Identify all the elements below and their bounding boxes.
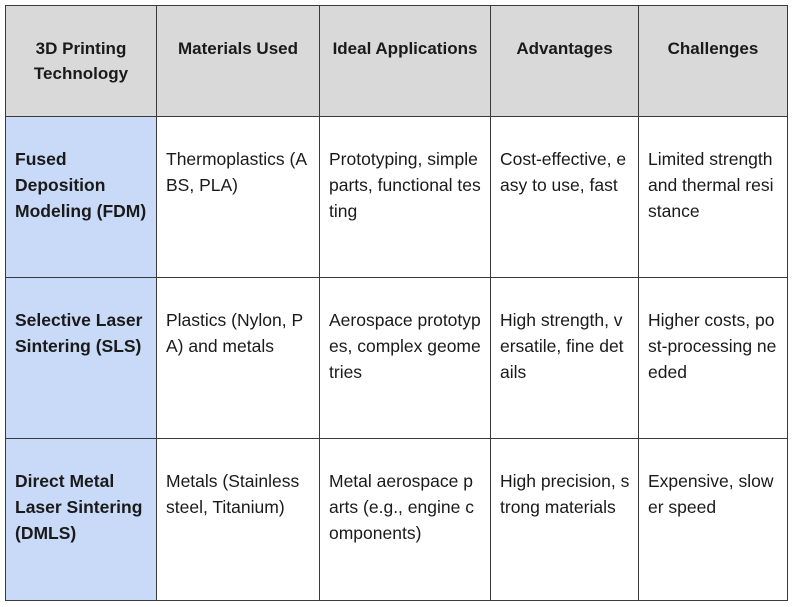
header-advantages: [491, 6, 639, 117]
header-applications: [320, 6, 491, 117]
advantages-cell: High strength, versatile, fine details: [491, 278, 639, 439]
header-challenges: [639, 6, 788, 117]
comparison-table-container: [5, 5, 788, 601]
header-materials: [157, 6, 320, 117]
table-header-row: [6, 6, 788, 117]
header-challenges-label: Challenges: [667, 39, 759, 58]
challenges-cell: Higher costs, post-processing needed: [639, 278, 788, 439]
technology-cell: Fused Deposition Modeling (FDM): [6, 117, 157, 278]
header-materials-label: Materials Used: [178, 39, 298, 58]
applications-cell: Prototyping, simple parts, functional testing: [320, 117, 491, 278]
technology-cell: Direct Metal Laser Sintering (DMLS): [6, 439, 157, 601]
header-technology: [6, 6, 157, 117]
applications-cell: Aerospace prototypes, complex geometries: [320, 278, 491, 439]
challenges-cell: Limited strength and thermal resistance: [639, 117, 788, 278]
materials-cell: Metals (Stainless steel, Titanium): [157, 439, 320, 601]
materials-cell: Plastics (Nylon, PA) and metals: [157, 278, 320, 439]
comparison-table: [5, 5, 788, 601]
header-technology-label: 3D Printing Technology: [33, 39, 129, 83]
materials-cell: Thermoplastics (ABS, PLA): [157, 117, 320, 278]
advantages-cell: Cost-effective, easy to use, fast: [491, 117, 639, 278]
table-row: [6, 117, 788, 278]
header-applications-label: Ideal Applications: [332, 39, 478, 58]
table-row: [6, 278, 788, 439]
applications-cell: Metal aerospace parts (e.g., engine components): [320, 439, 491, 601]
table-row: [6, 439, 788, 601]
advantages-cell: High precision, strong materials: [491, 439, 639, 601]
header-advantages-label: Advantages: [516, 39, 613, 58]
challenges-cell: Expensive, slower speed: [639, 439, 788, 601]
technology-cell: Selective Laser Sintering (SLS): [6, 278, 157, 439]
